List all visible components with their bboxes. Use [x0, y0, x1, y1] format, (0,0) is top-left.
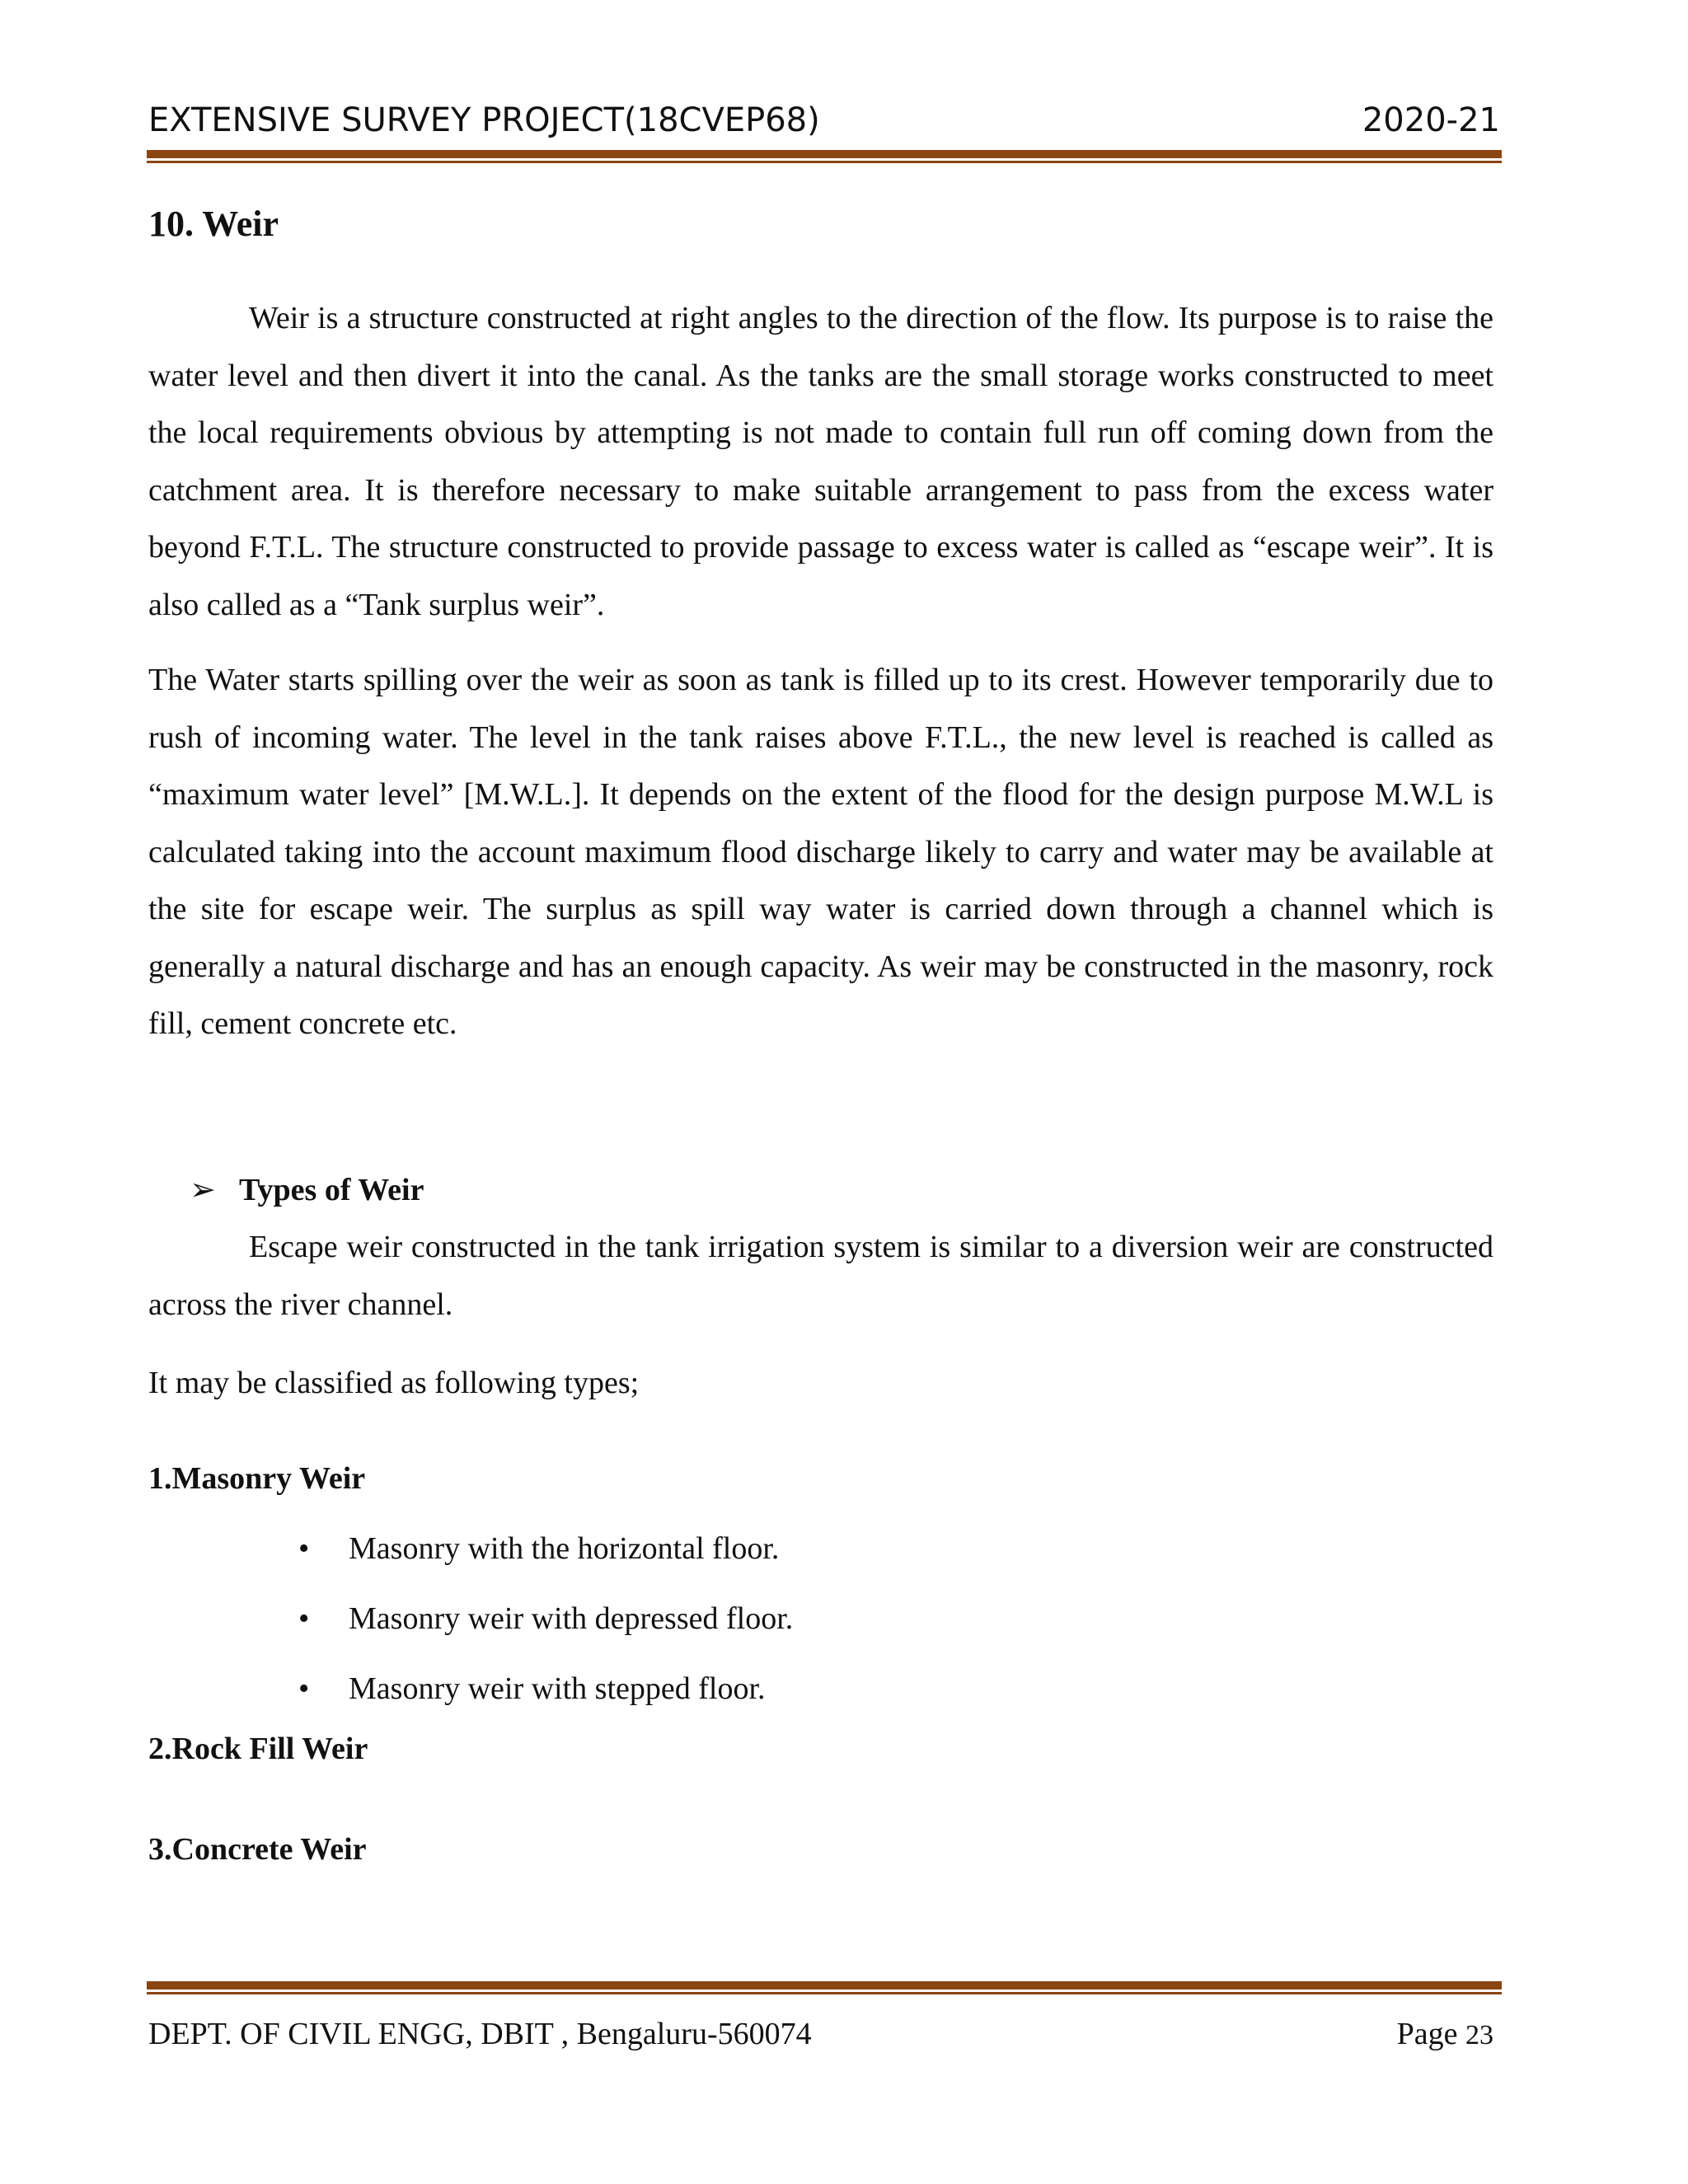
list-item-text: Masonry weir with depressed floor. [349, 1601, 794, 1636]
section-title: 10. Weir [148, 204, 279, 244]
paragraph-2: The Water starts spilling over the weir as soon as tank is filled up to its crest. However temporarily due to rush of incoming water. The level in the tank raises above F.T.L., the new level is reached is called as “maximum water level” [M.W.L.]. It depends on the extent of the flood for the design purpose M.W.L is calculated taking into the account maximum flood discharge likely to carry and water may be available at the site for escape weir. The surplus as spill way water is carried down through a channel which is generally a natural discharge and has an enough capacity. As weir may be constructed in the masonry, rock fill, cement concrete etc. [148, 663, 1493, 1041]
page-label: Page [1396, 2017, 1458, 2051]
types-intro: Escape weir constructed in the tank irrigation system is similar to a diversion weir are constructed across the river channel. [148, 1230, 1493, 1322]
types-heading-text: Types of Weir [239, 1172, 424, 1207]
paragraph-1: Weir is a structure constructed at right angles to the direction of the flow. Its purpose is to raise the water level and then divert it into the canal. As the tanks are the small storage works constructed to meet the local requirements obvious by attempting is not made to contain full run off coming down from the catchment area. It is therefore necessary to make suitable arrangement to pass from the excess water beyond F.T.L. The structure constructed to provide passage to excess water is called as “escape weir”. It is also called as a “Tank surplus weir”. [148, 301, 1493, 622]
list-item [148, 1584, 1493, 1654]
list-item [148, 1514, 1493, 1584]
page-header [148, 97, 1500, 143]
bullet-icon: • [298, 1671, 310, 1706]
list-item-text: Masonry with the horizontal floor. [349, 1531, 780, 1566]
page-content [148, 198, 1493, 1878]
footer-dept: DEPT. OF CIVIL ENGG, DBIT , Bengaluru-560074 [148, 2017, 812, 2051]
page-footer [148, 2011, 1493, 2059]
types-heading [148, 1162, 1493, 1220]
footer-rule-thin [147, 1992, 1502, 1994]
arrow-bullet-icon: ➢ [190, 1172, 216, 1207]
concrete-weir-heading: 3.Concrete Weir [148, 1831, 367, 1867]
header-rule-thin [147, 161, 1502, 163]
header-year: 2020-21 [1362, 101, 1500, 139]
types-classification: It may be classified as following types; [148, 1366, 640, 1400]
footer-page [1397, 2011, 1493, 2059]
header-rule-thick [147, 150, 1502, 158]
bullet-icon: • [298, 1601, 310, 1636]
header-title: EXTENSIVE SURVEY PROJECT(18CVEP68) [148, 101, 820, 139]
masonry-weir-list [148, 1514, 1493, 1724]
page-number: 23 [1465, 2020, 1493, 2050]
list-item [148, 1654, 1493, 1724]
bullet-icon: • [298, 1531, 310, 1566]
masonry-weir-heading: 1.Masonry Weir [148, 1460, 366, 1496]
footer-rule-thick [147, 1981, 1502, 1990]
list-item-text: Masonry weir with stepped floor. [349, 1671, 766, 1706]
rock-fill-weir-heading: 2.Rock Fill Weir [148, 1732, 368, 1766]
